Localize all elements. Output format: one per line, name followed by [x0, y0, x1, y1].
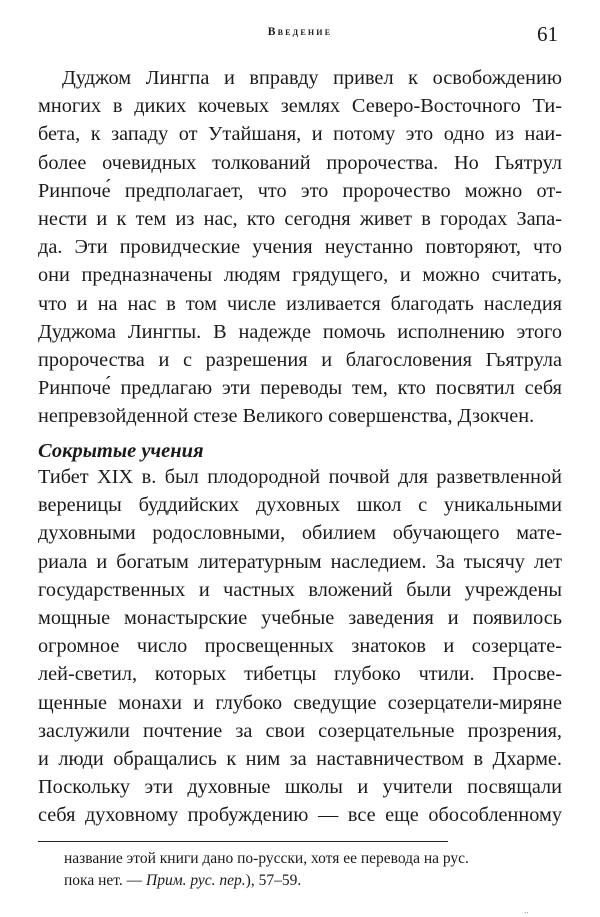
- text-line: Дуджома Лингпы. В надежде помочь исполнению этого: [38, 320, 562, 343]
- running-head: [0, 22, 600, 46]
- text-line: они предназначены людям грядущего, и можно считать,: [38, 264, 562, 287]
- text-line: пророчества и с разрешения и благословения Гьятрула: [38, 349, 562, 372]
- text-line: мощные монастырские учебные заведения и появилось: [38, 607, 562, 630]
- footnote-pages: ), 57–59.: [245, 872, 302, 889]
- text-line: более очевидных толкований пророчества. Но Гьятрул: [38, 151, 562, 174]
- text-line: многих в диких кочевых землях Северо-Восточного Ти-: [38, 95, 562, 118]
- paragraph-1: [38, 64, 562, 431]
- text-line: непревзойденной стезе Великого совершенства, Дзокчен.: [38, 405, 535, 428]
- text-line: бета, к западу от Утайшаня, и потому это одно из наи-: [38, 123, 562, 146]
- footnote: [64, 848, 564, 892]
- footnote-line-1: название этой книги дано по-русски, хотя ее перевода на рус.: [64, 850, 469, 867]
- text-line: нести и к тем из нас, кто сегодня живет в городах Запа-: [38, 208, 562, 231]
- text-line: Тибет XIX в. был плодородной почвой для разветвленной: [38, 466, 562, 488]
- page-number: 61: [537, 22, 558, 46]
- scan-artifact: ··: [524, 909, 529, 917]
- text-line: Дуджом Лингпа и вправду привел к освобождению: [62, 67, 562, 89]
- section-heading: Сокрытые учения: [38, 440, 204, 462]
- text-line: государственных и частных вложений были учреждены: [38, 578, 562, 601]
- text-line: огромное число просвещенных знатоков и созерцате-: [38, 635, 562, 658]
- footnote-text: пока нет. —: [64, 872, 147, 889]
- paragraph-2: [38, 463, 562, 830]
- text-line: духовными родословными, обилием обучающего мате-: [38, 522, 562, 545]
- text-line: риала и богатым литературным наследием. За тысячу лет: [38, 550, 562, 573]
- text-line: вереницы буддийских духовных школ с уникальными: [38, 494, 562, 517]
- running-title: Введение: [267, 26, 333, 38]
- translator-note: Прим. рус. пер.: [146, 872, 246, 889]
- text-line: что и на нас в том числе изливается благодать наследия: [38, 292, 562, 315]
- text-line: заслужили почтение за свои созерцательные прозрения,: [38, 719, 562, 742]
- text-line: да. Эти провидческие учения неустанно повторяют, что: [38, 236, 562, 259]
- footnote-divider: [38, 841, 448, 842]
- text-line: лей-светил, которых тибетцы глубоко чтили. Просве-: [38, 663, 562, 686]
- text-line: себя духовному пробуждению — все еще обособленному: [38, 804, 562, 827]
- text-line: щенные монахи и глубоко сведущие созерцатели-миряне: [38, 691, 562, 714]
- text-line: Поскольку эти духовные школы и учители посвящали: [38, 776, 562, 799]
- text-line: и люди обращались к ним за наставничеством в Дхарме.: [38, 748, 562, 771]
- text-line: Ринпоче́ предполагает, что это пророчество можно от-: [38, 179, 562, 202]
- text-line: Ринпоче́ предлагаю эти переводы тем, кто посвятил себя: [38, 377, 562, 400]
- footnote-line-2: [64, 870, 564, 892]
